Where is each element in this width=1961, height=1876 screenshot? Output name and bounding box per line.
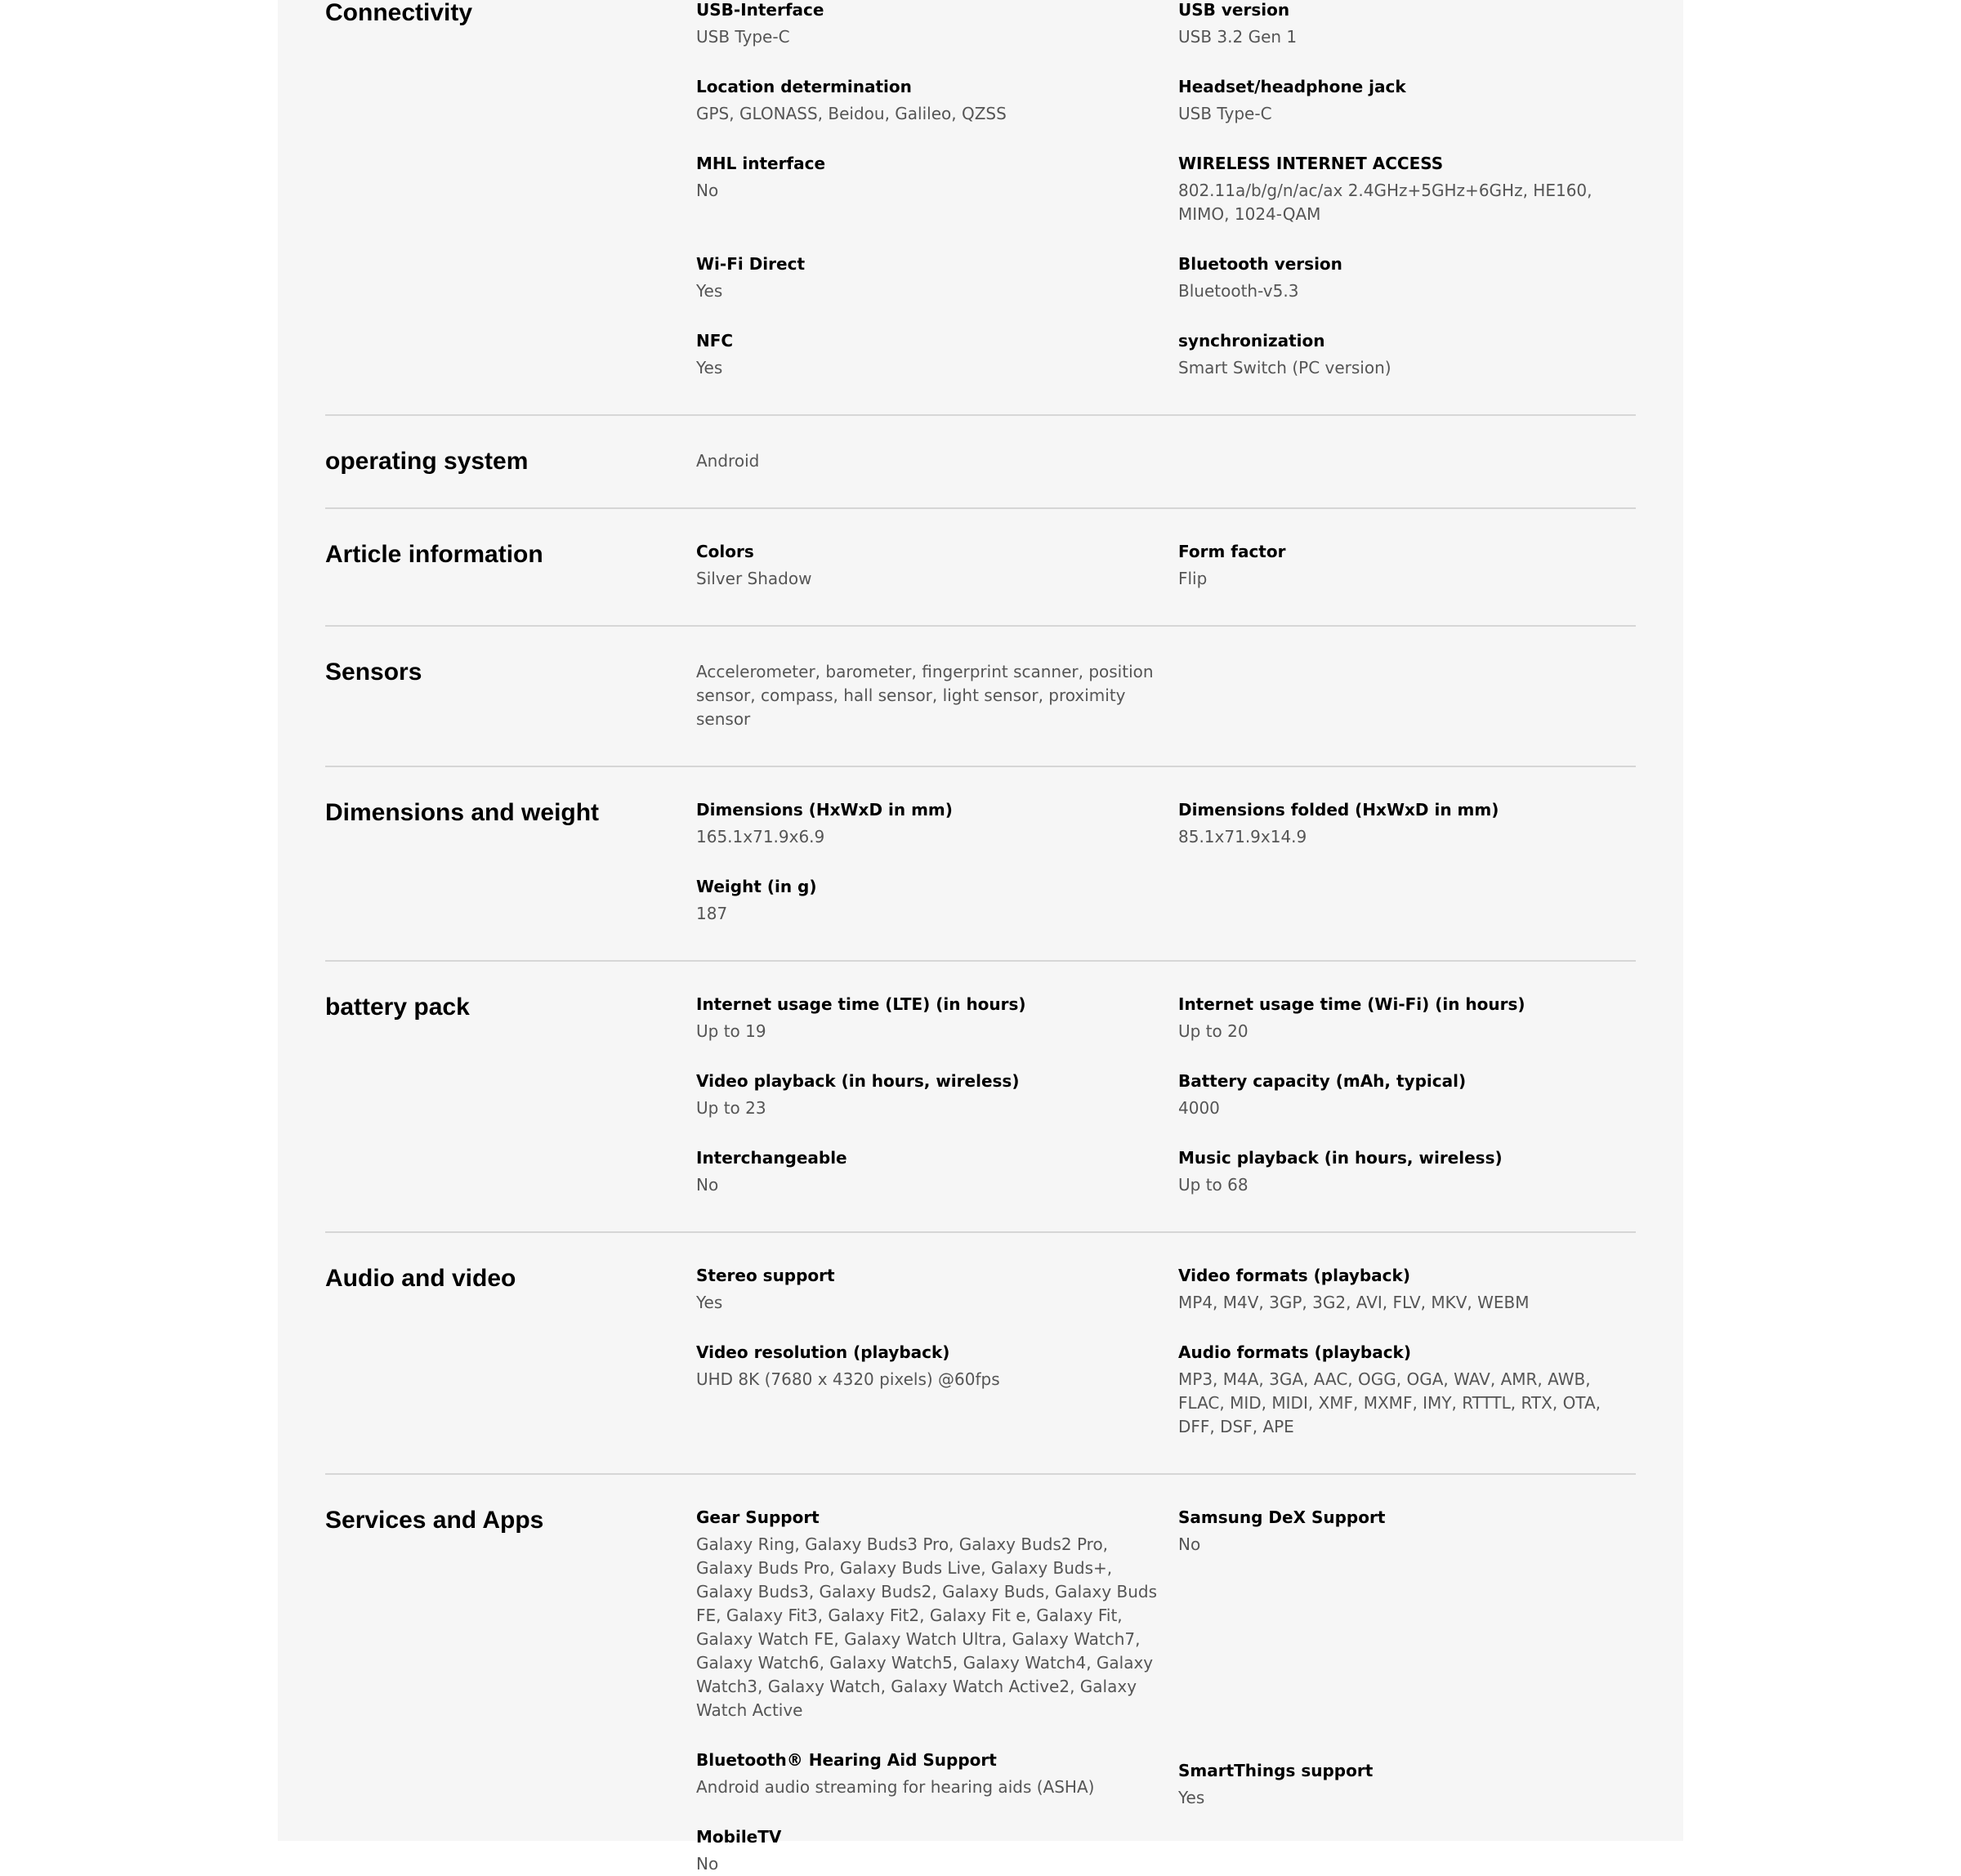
- spec-item: [696, 540, 1162, 591]
- section-connectivity: [325, 0, 1636, 416]
- spec-label: MHL interface: [696, 154, 826, 173]
- spec-value: USB 3.2 Gen 1: [1178, 27, 1298, 47]
- spec-value: Up to 19: [696, 1021, 766, 1041]
- spec-item: [696, 1341, 1162, 1391]
- spec-item: [696, 0, 1162, 49]
- spec-item: [696, 1146, 1162, 1197]
- spec-label: Colors: [696, 542, 754, 561]
- spec-label: Internet usage time (LTE) (in hours): [696, 994, 1026, 1014]
- section-operating-system: [325, 416, 1636, 509]
- section-dimensions-and-weight: [325, 767, 1636, 962]
- left-column: [696, 993, 1178, 1197]
- section-title: Connectivity: [325, 0, 473, 26]
- left-column: [696, 658, 1178, 731]
- spec-item: [1178, 1070, 1619, 1120]
- section-services-and-apps: [325, 1475, 1636, 1876]
- spec-label: Internet usage time (Wi-Fi) (in hours): [1178, 994, 1525, 1014]
- left-column: [696, 1506, 1178, 1876]
- left-column: [696, 0, 1178, 380]
- spec-item: [1178, 798, 1619, 849]
- spec-label: MobileTV: [696, 1827, 782, 1847]
- spec-item: [696, 1070, 1162, 1120]
- spec-item: [696, 75, 1162, 126]
- spec-label: Video resolution (playback): [696, 1342, 950, 1362]
- right-column: [1178, 798, 1636, 926]
- spec-label: Samsung DeX Support: [1178, 1508, 1386, 1527]
- specs-panel: [278, 0, 1683, 1874]
- spec-value: USB Type-C: [696, 27, 790, 47]
- spec-value: Smart Switch (PC version): [1178, 358, 1391, 377]
- section-title: battery pack: [325, 994, 470, 1021]
- spec-label: Gear Support: [696, 1508, 820, 1527]
- right-column: [1178, 993, 1636, 1197]
- spec-item: [1178, 1146, 1619, 1197]
- left-column: [696, 798, 1178, 926]
- section-title: Services and Apps: [325, 1507, 544, 1534]
- section-article-information: [325, 509, 1636, 627]
- spec-label: Bluetooth version: [1178, 254, 1342, 274]
- spec-item: [696, 329, 1162, 380]
- section-title: Sensors: [325, 659, 422, 686]
- spec-label: Dimensions (HxWxD in mm): [696, 800, 953, 820]
- spec-item: [1178, 75, 1619, 126]
- spec-item: [1178, 540, 1619, 591]
- right-column: [1178, 540, 1636, 591]
- spec-value: GPS, GLONASS, Beidou, Galileo, QZSS: [696, 104, 1007, 123]
- spec-label: Weight (in g): [696, 877, 817, 896]
- spec-value: No: [696, 1175, 719, 1195]
- spec-value: 187: [696, 904, 728, 923]
- section-sensors: [325, 627, 1636, 767]
- spec-value: Android audio streaming for hearing aids (ASHA): [696, 1777, 1095, 1797]
- right-column: [1178, 0, 1636, 380]
- spec-label: synchronization: [1178, 331, 1325, 351]
- spec-label: Dimensions folded (HxWxD in mm): [1178, 800, 1499, 820]
- spec-item: [1178, 329, 1619, 380]
- spec-value: Yes: [696, 358, 723, 377]
- spec-item: [696, 1264, 1162, 1315]
- spec-item: [1178, 1506, 1619, 1557]
- spec-item: [696, 875, 1162, 926]
- spec-item: [696, 993, 1162, 1043]
- spec-item: [696, 252, 1162, 303]
- spec-item: [696, 1825, 1162, 1876]
- spec-item: [1178, 993, 1619, 1043]
- spec-value: No: [1178, 1534, 1201, 1554]
- spec-item: [1178, 152, 1619, 226]
- spec-value: 85.1x71.9x14.9: [1178, 827, 1307, 846]
- spec-value: No: [696, 181, 719, 200]
- spec-label: Music playback (in hours, wireless): [1178, 1148, 1503, 1168]
- spec-item: [696, 1506, 1162, 1722]
- spec-item: [696, 1749, 1162, 1799]
- spec-label: Form factor: [1178, 542, 1286, 561]
- spec-label: Location determination: [696, 77, 912, 96]
- spec-item: [696, 152, 1162, 203]
- left-column: [696, 1264, 1178, 1439]
- spec-value: MP4, M4V, 3GP, 3G2, AVI, FLV, MKV, WEBM: [1178, 1293, 1530, 1312]
- spec-label: USB-Interface: [696, 0, 824, 20]
- spec-value: Silver Shadow: [696, 569, 812, 588]
- spec-label: Stereo support: [696, 1266, 835, 1285]
- spec-label: Audio formats (playback): [1178, 1342, 1411, 1362]
- section-title: Dimensions and weight: [325, 799, 600, 826]
- spec-value: Galaxy Ring, Galaxy Buds3 Pro, Galaxy Buds2 Pro, Galaxy Buds Pro, Galaxy Buds Live, Galaxy Buds+, Galaxy Buds3, Galaxy Buds2, Galaxy Buds, Galaxy Buds FE, Galaxy Fit3, Galaxy Fit2, Galaxy Fit e, Galaxy Fit, Galaxy Watch FE, Galaxy Watch Ultra, Galaxy Watch7, Galaxy Watch6, Galaxy Watch5, Galaxy Watch4, Galaxy Watch3, Galaxy Watch, Galaxy Watch Active2, Galaxy Watch Active: [696, 1534, 1158, 1720]
- spec-value: Flip: [1178, 569, 1208, 588]
- spec-value: Up to 23: [696, 1098, 766, 1118]
- spec-label: WIRELESS INTERNET ACCESS: [1178, 154, 1444, 173]
- spec-item: [696, 798, 1162, 849]
- section-title: Audio and video: [325, 1265, 516, 1292]
- right-column: [1178, 1264, 1636, 1439]
- spec-value: Bluetooth-v5.3: [1178, 281, 1299, 301]
- spec-value: Accelerometer, barometer, fingerprint scanner, position sensor, compass, hall sensor, light sensor, proximity sensor: [696, 662, 1154, 729]
- left-column: [696, 447, 1178, 476]
- spec-item: [1178, 1341, 1619, 1439]
- specs-list: [325, 0, 1636, 1876]
- section-title: Article information: [325, 541, 543, 568]
- spec-item: [1178, 0, 1619, 49]
- section-battery-pack: [325, 962, 1636, 1233]
- spec-value: 165.1x71.9x6.9: [696, 827, 825, 846]
- left-column: [696, 540, 1178, 591]
- spec-value: Up to 68: [1178, 1175, 1249, 1195]
- spec-label: Video playback (in hours, wireless): [696, 1071, 1020, 1091]
- section-title: operating system: [325, 448, 529, 475]
- right-column: [1178, 447, 1636, 476]
- spec-value: USB Type-C: [1178, 104, 1272, 123]
- spec-value: 802.11a/b/g/n/ac/ax 2.4GHz+5GHz+6GHz, HE160, MIMO, 1024-QAM: [1178, 181, 1592, 224]
- spec-label: Bluetooth® Hearing Aid Support: [696, 1750, 997, 1770]
- spec-value: Yes: [1178, 1788, 1205, 1807]
- spec-value: MP3, M4A, 3GA, AAC, OGG, OGA, WAV, AMR, AWB, FLAC, MID, MIDI, XMF, MXMF, IMY, RTTTL, RTX, OTA, DFF, DSF, APE: [1178, 1369, 1601, 1436]
- section-audio-and-video: [325, 1233, 1636, 1475]
- spec-label: Interchangeable: [696, 1148, 847, 1168]
- right-column: [1178, 658, 1636, 731]
- spec-label: USB version: [1178, 0, 1290, 20]
- spec-label: SmartThings support: [1178, 1761, 1374, 1780]
- spec-value: No: [696, 1854, 719, 1874]
- spec-value: Android: [696, 451, 760, 471]
- spec-label: Video formats (playback): [1178, 1266, 1410, 1285]
- spec-item: [1178, 252, 1619, 303]
- spec-value: Yes: [696, 1293, 723, 1312]
- spec-value: Up to 20: [1178, 1021, 1249, 1041]
- spec-value: UHD 8K (7680 x 4320 pixels) @60fps: [696, 1369, 1000, 1389]
- spec-label: Wi-Fi Direct: [696, 254, 805, 274]
- spec-label: NFC: [696, 331, 734, 351]
- right-column: [1178, 1506, 1636, 1876]
- spec-value: 4000: [1178, 1098, 1220, 1118]
- spec-label: Headset/headphone jack: [1178, 77, 1406, 96]
- spec-item: [1178, 1264, 1619, 1315]
- spec-item: [1178, 1759, 1619, 1810]
- spec-label: Battery capacity (mAh, typical): [1178, 1071, 1467, 1091]
- spec-value: Yes: [696, 281, 723, 301]
